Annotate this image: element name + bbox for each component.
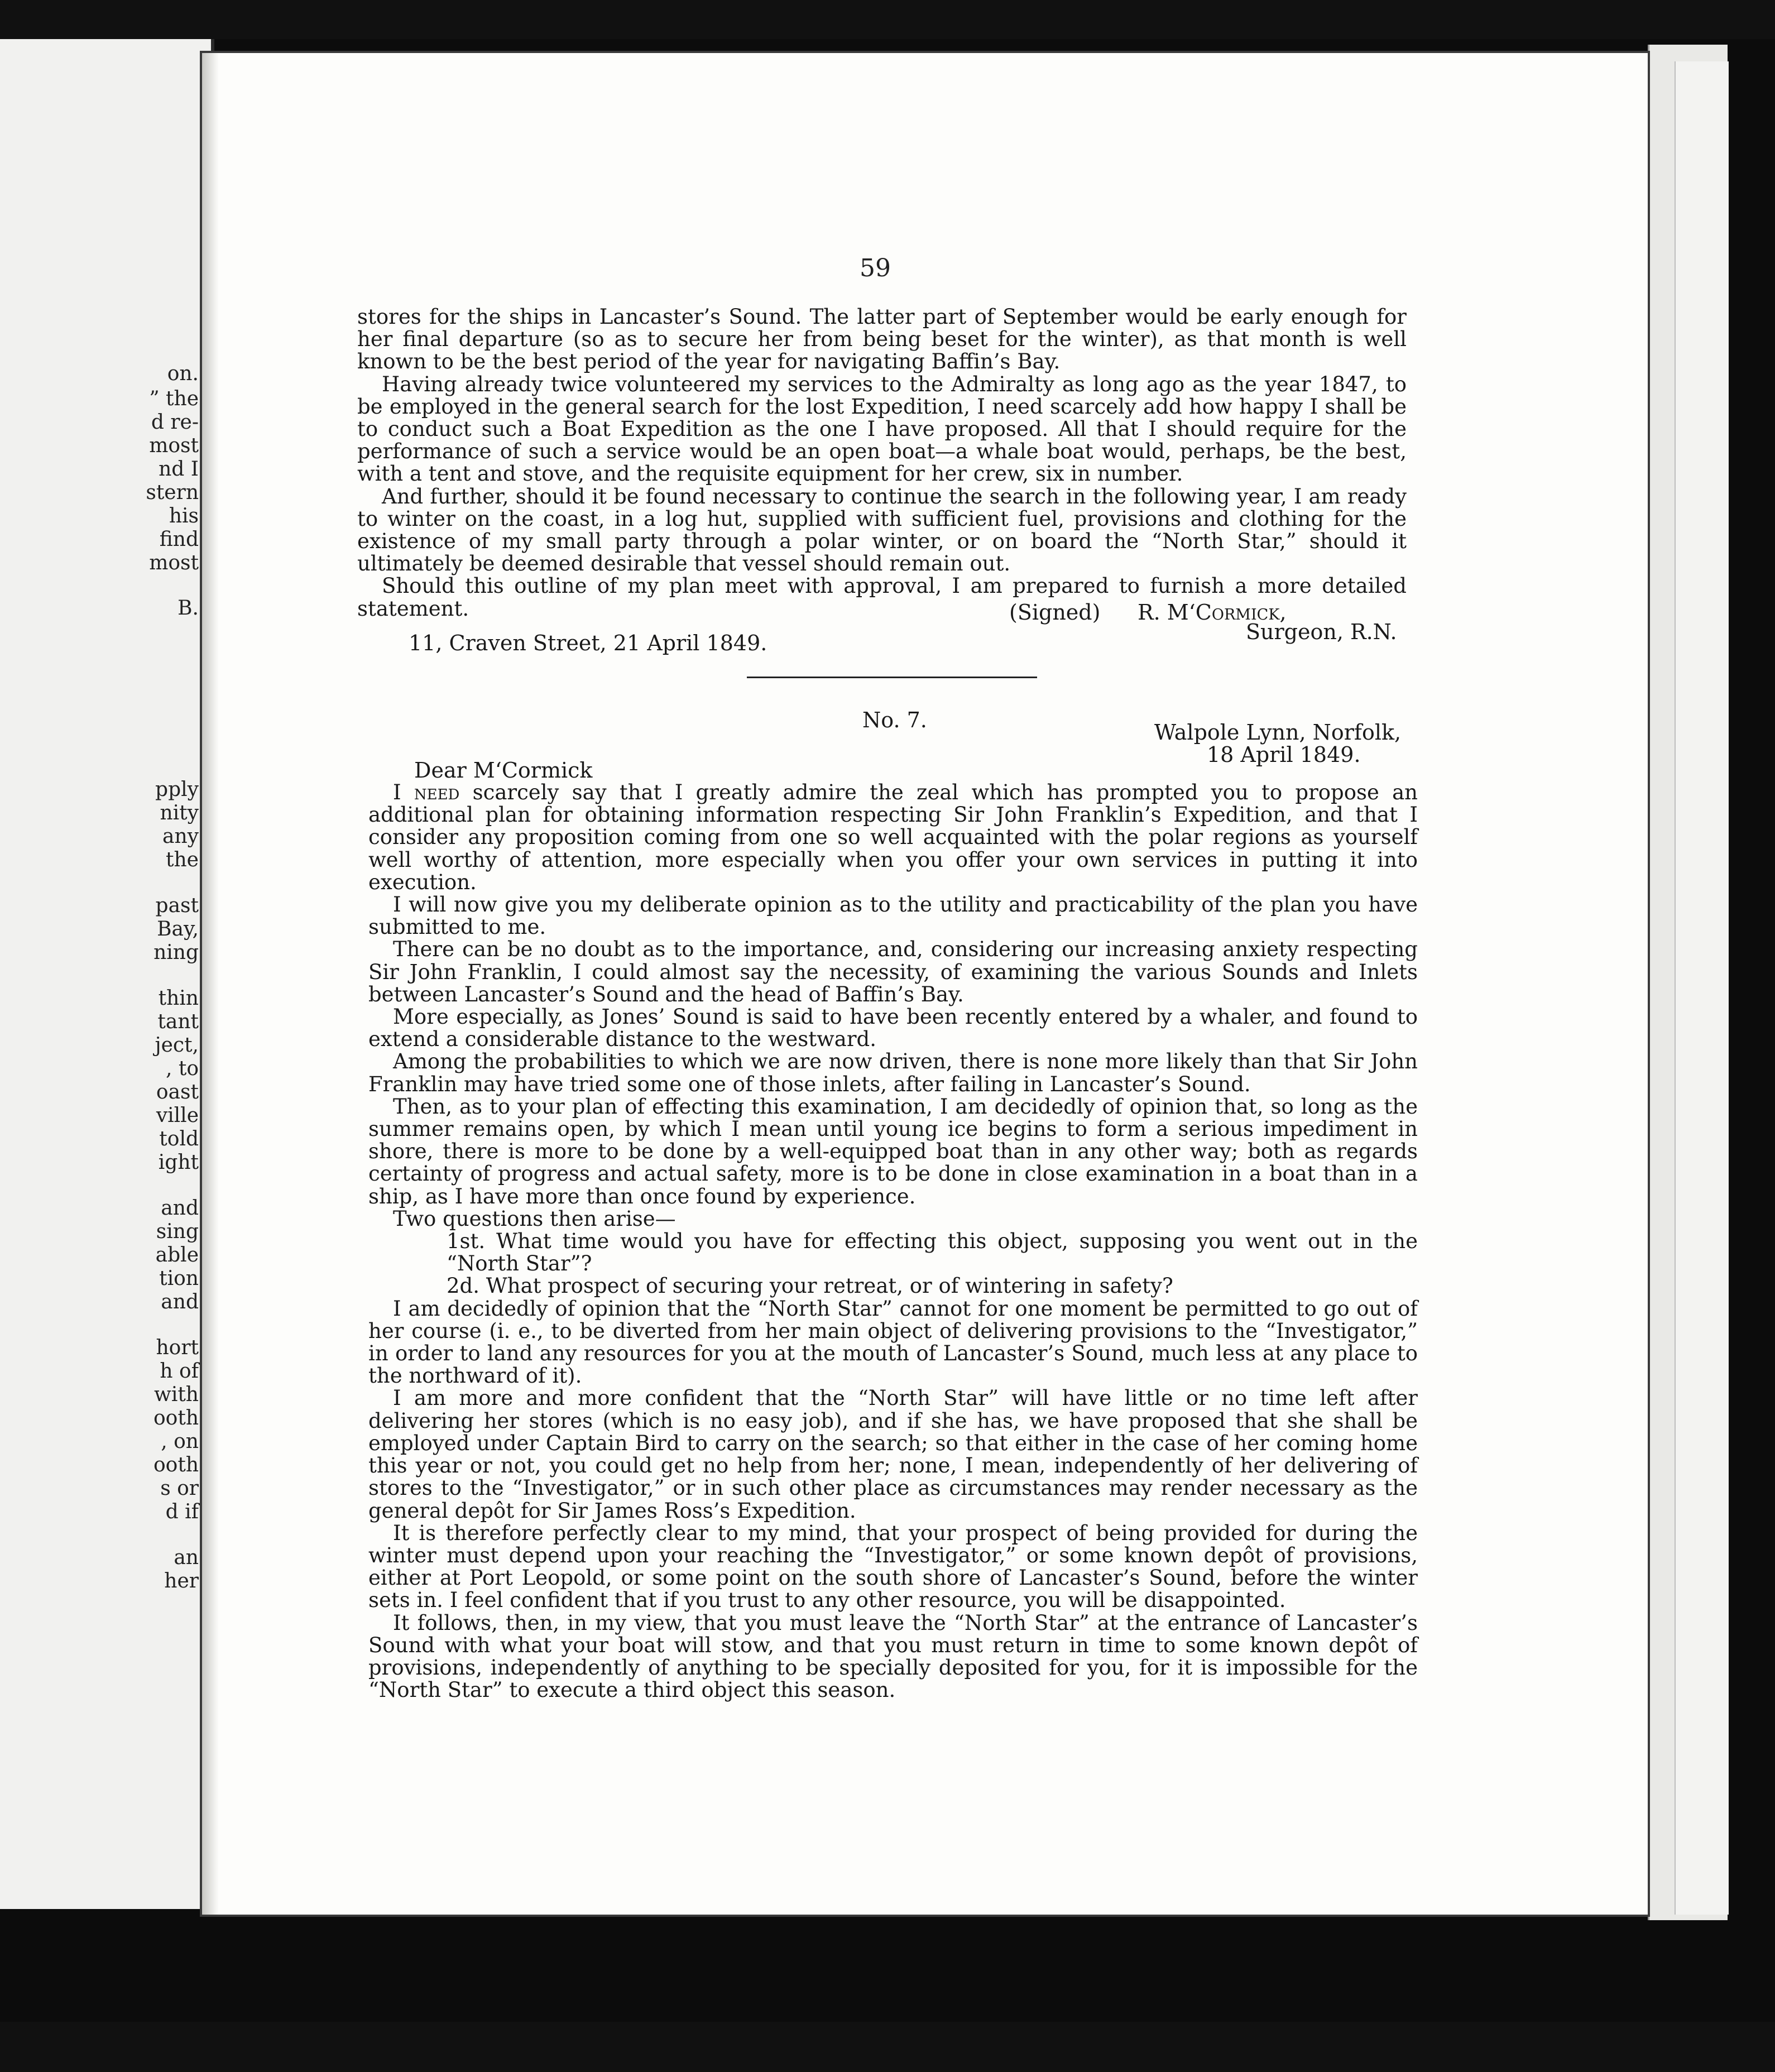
- left-page-fragment: able: [155, 1244, 199, 1267]
- left-page-fragment: ning: [153, 941, 199, 964]
- left-page-fragment: hort: [156, 1336, 199, 1359]
- paragraph-text: scarcely say that I greatly admire the zeal which has prompted you to propose an additional plan for obtaining information respecting Sir John Franklin’s Expedition, and that I consider any proposition coming from one so well acquainted with the polar regions as yourself well worthy of attention, more especially when you offer your own services in putting it into execution.: [368, 780, 1418, 894]
- left-page-fragment: tion: [159, 1267, 199, 1290]
- left-page-fragment: ” the: [149, 387, 199, 410]
- signatory-rank: Surgeon, R.N.: [1246, 620, 1397, 644]
- left-page-fragment: ville: [156, 1104, 199, 1127]
- left-page-fragment: pply: [155, 778, 199, 801]
- paragraph: [368, 781, 1418, 894]
- left-page-fragment: her: [164, 1570, 199, 1593]
- letter-date: 18 April 1849.: [1207, 742, 1361, 767]
- left-page-fragment: the: [166, 848, 199, 871]
- paragraph: I am more and more confident that the “North Star” will have little or no time left after delivering her stores (which is no easy job), and if she has, we have proposed that she shall be employed under Captain Bird to carry on the search; so that either in the case of her coming home this year or not, you could get no help from her; none, I mean, independently of her delivering of stores to the “Investigator,” or in such other place as circumstances may render necessary as the general depôt for Sir James Ross’s Expedition.: [368, 1386, 1418, 1523]
- paragraph: It follows, then, in my view, that you must leave the “North Star” at the entrance of Lancaster’s Sound with what your boat will stow, and that you must return in time to some known depôt of provisions, independently of anything to be specially deposited for you, for it is impossible for the “North Star” to execute a third object this season.: [368, 1610, 1418, 1702]
- left-page-fragment: ooth: [153, 1407, 199, 1430]
- salutation: Dear M‘Cormick: [414, 758, 593, 783]
- paragraph: Among the probabilities to which we are now driven, there is none more likely than that Sir John Franklin may have tried some one of those inlets, after failing in Lancaster’s Sound.: [368, 1049, 1418, 1096]
- left-page-fragment: most: [149, 434, 199, 457]
- left-facing-page: [0, 39, 214, 1909]
- letter6-body: [357, 306, 1407, 620]
- letter-place: Walpole Lynn, Norfolk,: [1154, 720, 1402, 745]
- left-page-fragment: find: [159, 528, 199, 551]
- left-page-fragment: B.: [178, 597, 199, 620]
- paragraph: It is therefore perfectly clear to my mind, that your prospect of being provided for during the winter must depend upon your reaching the “Investigator,” or some known depôt of provisions, either at Port Leopold, or some point on the south shore of Lancaster’s Sound, before the winter sets in. I feel confident that if you trust to any other resource, you will be disappointed.: [368, 1521, 1418, 1613]
- left-page-fragment: sing: [156, 1220, 199, 1243]
- left-page-fragment: nity: [160, 802, 199, 824]
- left-page-fragment: an: [174, 1546, 199, 1569]
- left-page-fragment: ject,: [155, 1034, 199, 1057]
- question-2: 2d. What prospect of securing your retreat, or of wintering in safety?: [447, 1274, 1173, 1298]
- left-page-fragment: past: [155, 894, 199, 917]
- left-page-fragment: and: [161, 1197, 199, 1220]
- left-page-fragment: , to: [165, 1057, 199, 1080]
- paragraph: stores for the ships in Lancaster’s Sound. The latter part of September would be early enough for her final departure (so as to secure her from being beset for the winter), as that month is well known to be the best period of the year for navigating Baffin’s Bay.: [357, 305, 1407, 374]
- paragraph: There can be no doubt as to the importance, and, considering our increasing anxiety respecting Sir John Franklin, I could almost say the necessity, of examining the various Sounds and Inlets between Lancaster’s Sound and the head of Baffin’s Bay.: [368, 937, 1418, 1006]
- left-page-fragment: , on: [161, 1430, 199, 1453]
- film-strip-bottom: [0, 2022, 1775, 2072]
- left-page-fragment: ight: [158, 1151, 199, 1174]
- spine-shadow: [202, 53, 219, 1915]
- opening-word: I need: [393, 780, 460, 804]
- left-page-fragment: on.: [167, 362, 199, 385]
- address-date: 11, Craven Street, 21 April 1849.: [409, 631, 767, 655]
- left-page-fragment: most: [149, 551, 199, 574]
- paragraph: And further, should it be found necessary to continue the search in the following year, I am ready to winter on the coast, in a log hut, supplied with sufficient fuel, provisions and clothing for the existence of my small party through a polar winter, or on board the “North Star,” should it ultimately be deemed desirable that vessel should remain out.: [357, 484, 1407, 576]
- paragraph: Should this outline of my plan meet with approval, I am prepared to furnish a more detailed statement.: [357, 574, 1407, 621]
- left-page-fragment: tant: [157, 1010, 199, 1033]
- letter-heading: No. 7.: [862, 708, 927, 732]
- film-strip-top: [0, 0, 1775, 39]
- signatory: R. M‘Cormick,: [1138, 600, 1287, 625]
- signed-label: (Signed): [1009, 600, 1101, 625]
- paragraph: Then, as to your plan of effecting this examination, I am decidedly of opinion that, so long as the summer remains open, by which I mean until young ice begins to form a serious impediment in shore, there is more to be done by a well-equipped boat than in any other way; both as regards certainty of progress and actual safety, more is to be done in close examination in a boat than in a ship, as I have more than once found by experience.: [368, 1094, 1418, 1208]
- paragraph: More especially, as Jones’ Sound is said to have been recently entered by a whaler, and found to extend a considerable distance to the westward.: [368, 1005, 1418, 1052]
- question-1: 1st. What time would you have for effecting this object, supposing you went out in the “North Star”?: [447, 1229, 1418, 1276]
- left-page-fragment: with: [154, 1383, 199, 1406]
- left-page-fragment: stern: [146, 481, 199, 504]
- left-page-fragment: ooth: [153, 1454, 199, 1476]
- left-page-fragment: told: [159, 1128, 199, 1150]
- paragraph: I am decidedly of opinion that the “North Star” cannot for one moment be permitted to go out of her course (i. e., to be diverted from her main object of delivering provisions to the “Investigator,” in order to land any resources for you at the mouth of Lancaster’s Sound, much less at any place to the northward of it).: [368, 1296, 1418, 1388]
- page-number: 59: [860, 254, 891, 282]
- paragraph: I will now give you my deliberate opinion as to the utility and practicability of the plan you have submitted to me.: [368, 893, 1418, 939]
- left-page-fragment: d re-: [151, 411, 199, 434]
- left-page-fragment: Bay,: [157, 918, 199, 941]
- left-page-fragment: oast: [156, 1081, 199, 1104]
- left-page-fragment: h of: [160, 1360, 199, 1383]
- left-page-fragment: d if: [165, 1500, 199, 1523]
- left-page-fragment: s or: [160, 1477, 199, 1500]
- divider-rule: [747, 677, 1037, 678]
- page-edge-inner: [1675, 61, 1729, 1915]
- left-page-fragment: any: [162, 825, 199, 848]
- paragraph: Two questions then arise—: [393, 1206, 676, 1231]
- left-page-fragment: his: [169, 505, 199, 527]
- left-page-fragment: thin: [158, 987, 199, 1010]
- paragraph: Having already twice volunteered my services to the Admiralty as long ago as the year 1847, to be employed in the general search for the lost Expedition, I need scarcely add how happy I shall be to conduct such a Boat Expedition as the one I have proposed. All that I should require for the performance of such a service would be an open boat—a whale boat would, perhaps, be the best, with a tent and stove, and the requisite equipment for her crew, six in number.: [357, 372, 1407, 486]
- left-page-fragment: nd I: [159, 458, 199, 481]
- left-page-fragment: and: [161, 1291, 199, 1313]
- letter7-body: [368, 781, 1418, 1701]
